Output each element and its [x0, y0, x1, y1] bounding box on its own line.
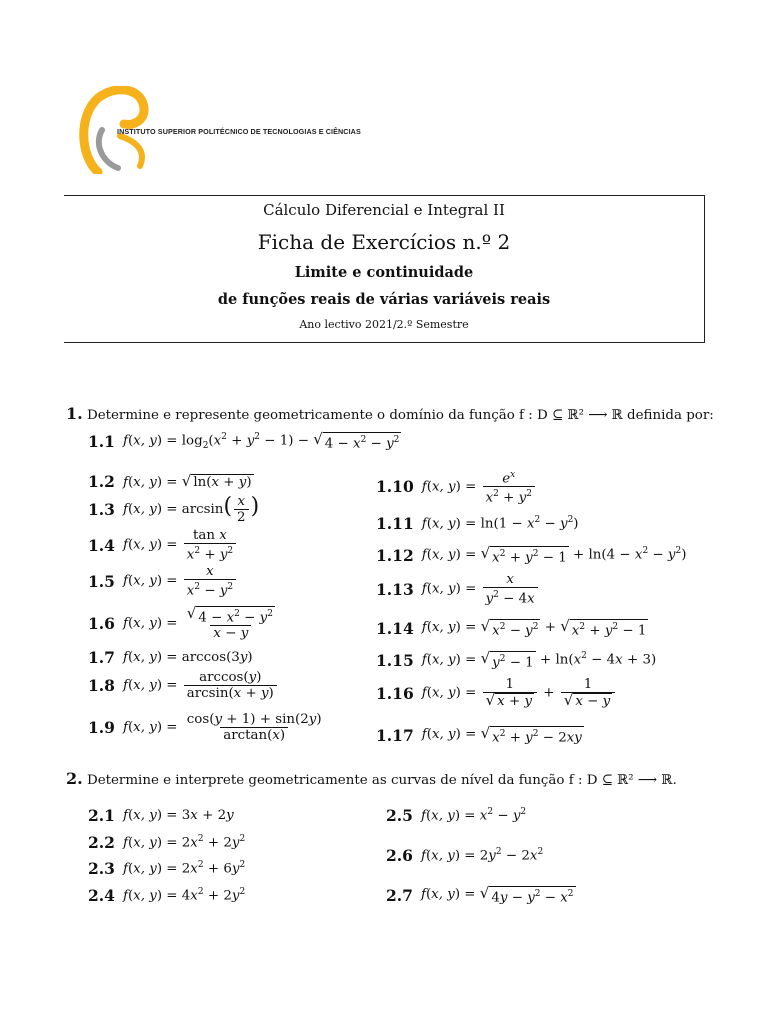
item-1-16 [376, 677, 617, 709]
item-1-12 [376, 546, 686, 566]
item-1-10 [376, 468, 537, 506]
question-2-text: Determine e interprete geometricamente as curvas de nível da função f : D ⊆ ℝ² ⟶ ℝ. [86, 773, 677, 788]
formula-1-7: f(x, y) = arccos(3y) [122, 650, 253, 665]
formula-2-7: f(x, y) = √ $4y - y^2 - x^2$ [420, 884, 574, 906]
formula-1-11: f(x, $y) = \ln(1 - x^2 - y^2)$ [421, 515, 579, 532]
item-number: 2.1 [88, 806, 115, 825]
item-number: 1.17 [376, 726, 414, 746]
item-1-8 [88, 670, 279, 701]
formula-1-15: f(x, y) = √ $y^2 - 1$ + $\ln(x^2 - 4x + 3)$ [421, 649, 657, 671]
formula-1-16: f(x, y) = 1 √ x + y + 1 √ x − y [422, 677, 617, 709]
formula-1-14: f(x, y) = √ $x^2 - y^2$ + √ $x^2 + y^2 - 1$ [421, 617, 647, 639]
item-1-4 [88, 528, 238, 562]
item-1-1 [88, 432, 401, 452]
formula-2-6: f(x, $y) = 2y^2 - 2x^2$ [420, 847, 544, 864]
formula-1-9: f(x, y) = $\frac{\cos(y + 1) + \sin(2y)}{\arctan(x)}$ [122, 712, 322, 743]
item-number: 1.1 [88, 432, 115, 452]
item-1-7 [88, 648, 253, 667]
item-number: 1.7 [88, 648, 115, 667]
item-2-1 [88, 806, 234, 825]
question-1-number: 1. [66, 404, 83, 423]
item-number: 1.11 [376, 514, 414, 533]
item-2-7 [386, 886, 576, 905]
item-number: 1.9 [88, 718, 115, 737]
header-box [64, 195, 705, 343]
formula-1-4: f(x, y) = $\frac{\text{tan x}}{x^2 + y^2}$ [123, 528, 238, 562]
formula-2-2: f(x, $y) = 2x^2 + 2y^2$ [122, 834, 246, 851]
logo-gray-arc [99, 130, 118, 168]
item-1-17 [376, 726, 584, 745]
course-title: Cálculo Diferencial e Integral II [263, 201, 505, 219]
item-number: 1.15 [376, 651, 414, 671]
formula-1-6: f(x, y) = √ $4 - x^2 - y^2$ x − y [122, 604, 273, 642]
item-number: 1.16 [376, 683, 414, 703]
item-number: 1.3 [88, 500, 115, 519]
formula-1-8: f(x, y) = $\frac{\arccos(y)}{\arcsin(x + y)}$ [123, 670, 279, 701]
formula-2-5: f(x, $y) = x^2 - y^2$ [420, 807, 527, 824]
sheet-title: Ficha de Exercícios n.º 2 [257, 230, 511, 254]
item-1-2 [88, 472, 254, 491]
institution-name: INSTITUTO SUPERIOR POLITÉCNICO DE TECNOLOGIAS E CIÊNCIAS [117, 127, 361, 136]
item-2-2 [88, 833, 245, 852]
subtitle-1: Limite e continuidade [294, 264, 474, 281]
item-1-15 [376, 651, 656, 671]
subtitle-2: de funções reais de várias variáveis reais [217, 291, 551, 308]
item-number: 1.6 [88, 614, 115, 634]
item-number: 1.14 [376, 619, 414, 639]
item-number: 2.2 [88, 833, 115, 852]
item-2-3 [88, 859, 245, 878]
item-1-6 [88, 606, 280, 641]
question-2-number: 2. [66, 769, 83, 788]
academic-year: Ano lectivo 2021/2.º Semestre [299, 318, 469, 331]
formula-1-10: f(x, y) = $\frac{e^x}{x^2 + y^2}$ [422, 468, 537, 506]
item-number: 1.4 [88, 535, 115, 555]
item-1-14 [376, 619, 648, 638]
item-number: 2.3 [88, 859, 115, 878]
formula-1-12: f(x, y) = √ $x^2 + y^2 - 1$ + $\ln(4 - x^2 - y^2)$ [421, 544, 687, 566]
formula-1-1: f(x, $y) = \log_2(x^2 + y^2 - 1)$ − √ $4 - x^2 - y^2$ [122, 430, 400, 452]
formula-1-3: f(x, y) = arcsin( $\frac{x}{2}$ ) [122, 494, 260, 525]
item-2-5 [386, 806, 526, 825]
formula-1-2: f(x, y) = √ ln(x + y) [122, 471, 252, 490]
item-1-5 [88, 564, 238, 598]
question-2 [66, 769, 677, 788]
formula-1-13: f(x, y) = $\frac{x}{y^2 - 4x}$ [422, 572, 540, 606]
item-1-11 [376, 514, 579, 533]
item-number: 1.5 [88, 571, 115, 591]
question-1-text: Determine e represente geometricamente o domínio da função f : D ⊆ ℝ² ⟶ ℝ definida por: [86, 408, 714, 423]
item-number: 2.7 [386, 886, 413, 906]
formula-1-17: f(x, y) = √ $x^2 + y^2 - 2xy$ [421, 724, 582, 746]
item-number: 1.2 [88, 472, 115, 491]
item-number: 1.8 [88, 676, 115, 695]
item-number: 2.6 [386, 846, 413, 865]
formula-2-4: f(x, $y) = 4x^2 + 2y^2$ [122, 887, 246, 904]
formula-2-3: f(x, $y) = 2x^2 + 6y^2$ [122, 860, 246, 877]
item-number: 1.12 [376, 546, 414, 566]
item-1-9 [88, 712, 327, 743]
question-1 [66, 404, 714, 423]
item-number: 2.4 [88, 886, 115, 905]
item-1-3 [88, 494, 259, 525]
formula-2-1: f(x, y) = 3x + 2y [122, 808, 234, 823]
logo-yellow-tail [120, 136, 142, 166]
item-number: 1.13 [376, 579, 414, 599]
item-2-6 [386, 846, 543, 865]
item-1-13 [376, 572, 540, 606]
item-number: 1.10 [376, 477, 414, 497]
item-number: 2.5 [386, 806, 413, 825]
item-2-4 [88, 886, 245, 905]
formula-1-5: f(x, y) = $\frac{x}{x^2 - y^2}$ [123, 564, 238, 598]
